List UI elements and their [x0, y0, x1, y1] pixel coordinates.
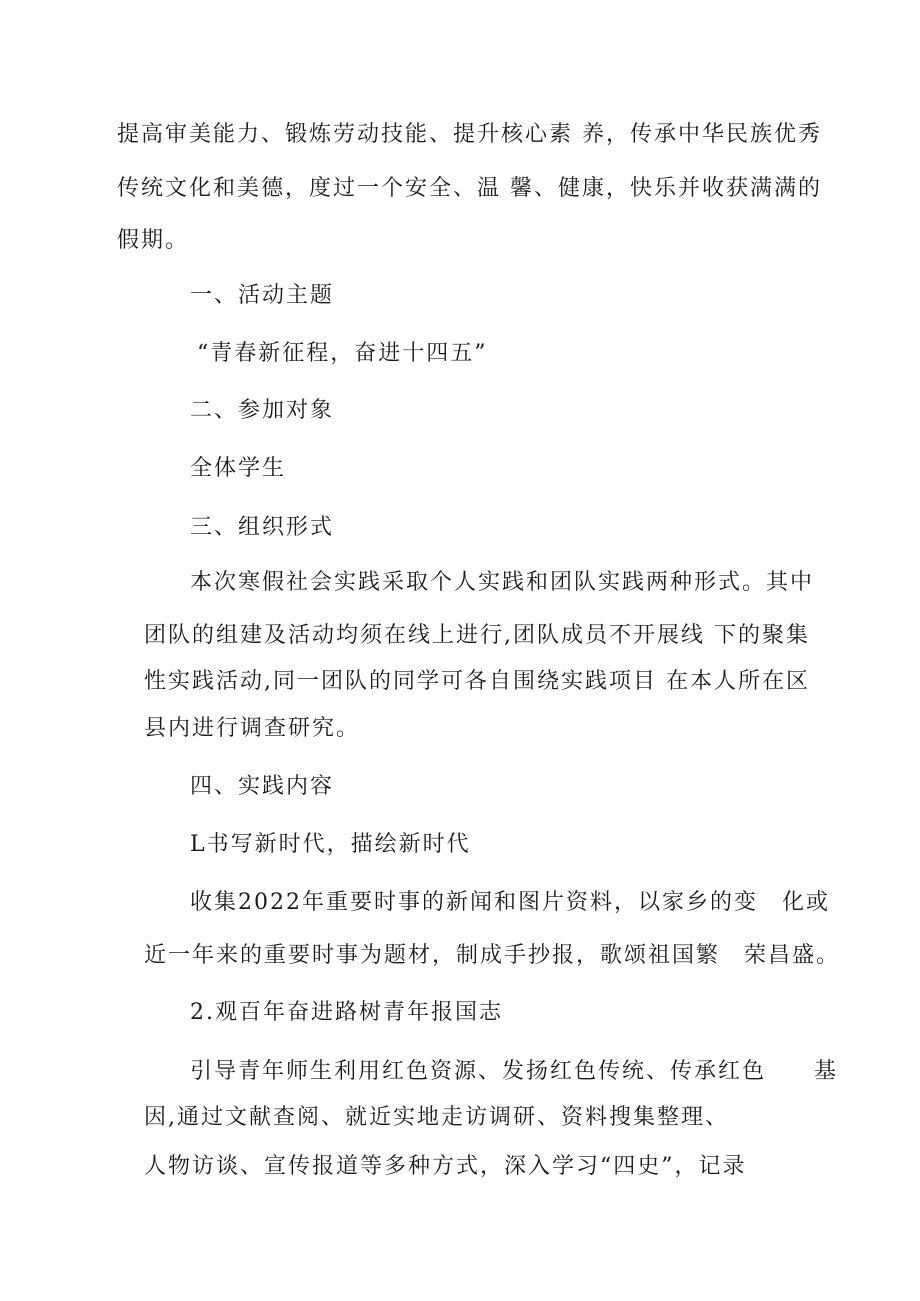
content-item-2-title: 2.观百年奋进路树青年报国志: [190, 1000, 503, 1025]
intro-line-2: 传统文化和美德，度过一个安全、温 馨、健康，快乐并收获满满的: [117, 176, 822, 201]
organization-line-1: 本次寒假社会实践采取个人实践和团队实践两种形式。其中: [190, 570, 815, 595]
section-heading-theme: 一、活动主题: [190, 283, 335, 308]
organization-line-2: 团队的组建及活动均须在线上进行,团队成员不开展线 下的聚集: [144, 623, 810, 648]
theme-text: “青春新征程，奋进十四五”: [197, 341, 488, 366]
content-item-2-line-3: 人物访谈、宣传报道等多种方式，深入学习“四史”，记录: [144, 1154, 747, 1179]
organization-line-4: 县内进行调查研究。: [144, 716, 361, 741]
content-item-1-line-1: 收集2022年重要时事的新闻和图片资料，以家乡的变 化或: [190, 890, 830, 915]
content-item-1-title: L书写新时代，描绘新时代: [190, 832, 471, 857]
participants-text: 全体学生: [190, 456, 287, 481]
section-heading-organization: 三、组织形式: [190, 515, 335, 540]
content-item-2-line-1: 引导青年师生利用红色资源、发扬红色传统、传承红色 基: [190, 1059, 839, 1084]
section-heading-participants: 二、参加对象: [190, 398, 335, 423]
content-item-2-line-2: 因,通过文献查阅、就近实地走访调研、资料搜集整理、: [144, 1105, 729, 1130]
organization-line-3: 性实践活动,同一团队的同学可各自围绕实践项目 在本人所在区: [144, 669, 810, 694]
intro-line-1: 提高审美能力、锻炼劳动技能、提升核心素 养，传承中华民族优秀: [117, 122, 822, 147]
content-item-1-line-2: 近一年来的重要时事为题材，制成手抄报，歌颂祖国繁 荣昌盛。: [144, 943, 841, 968]
section-heading-content: 四、实践内容: [190, 774, 335, 799]
intro-line-3: 假期。: [117, 228, 190, 253]
